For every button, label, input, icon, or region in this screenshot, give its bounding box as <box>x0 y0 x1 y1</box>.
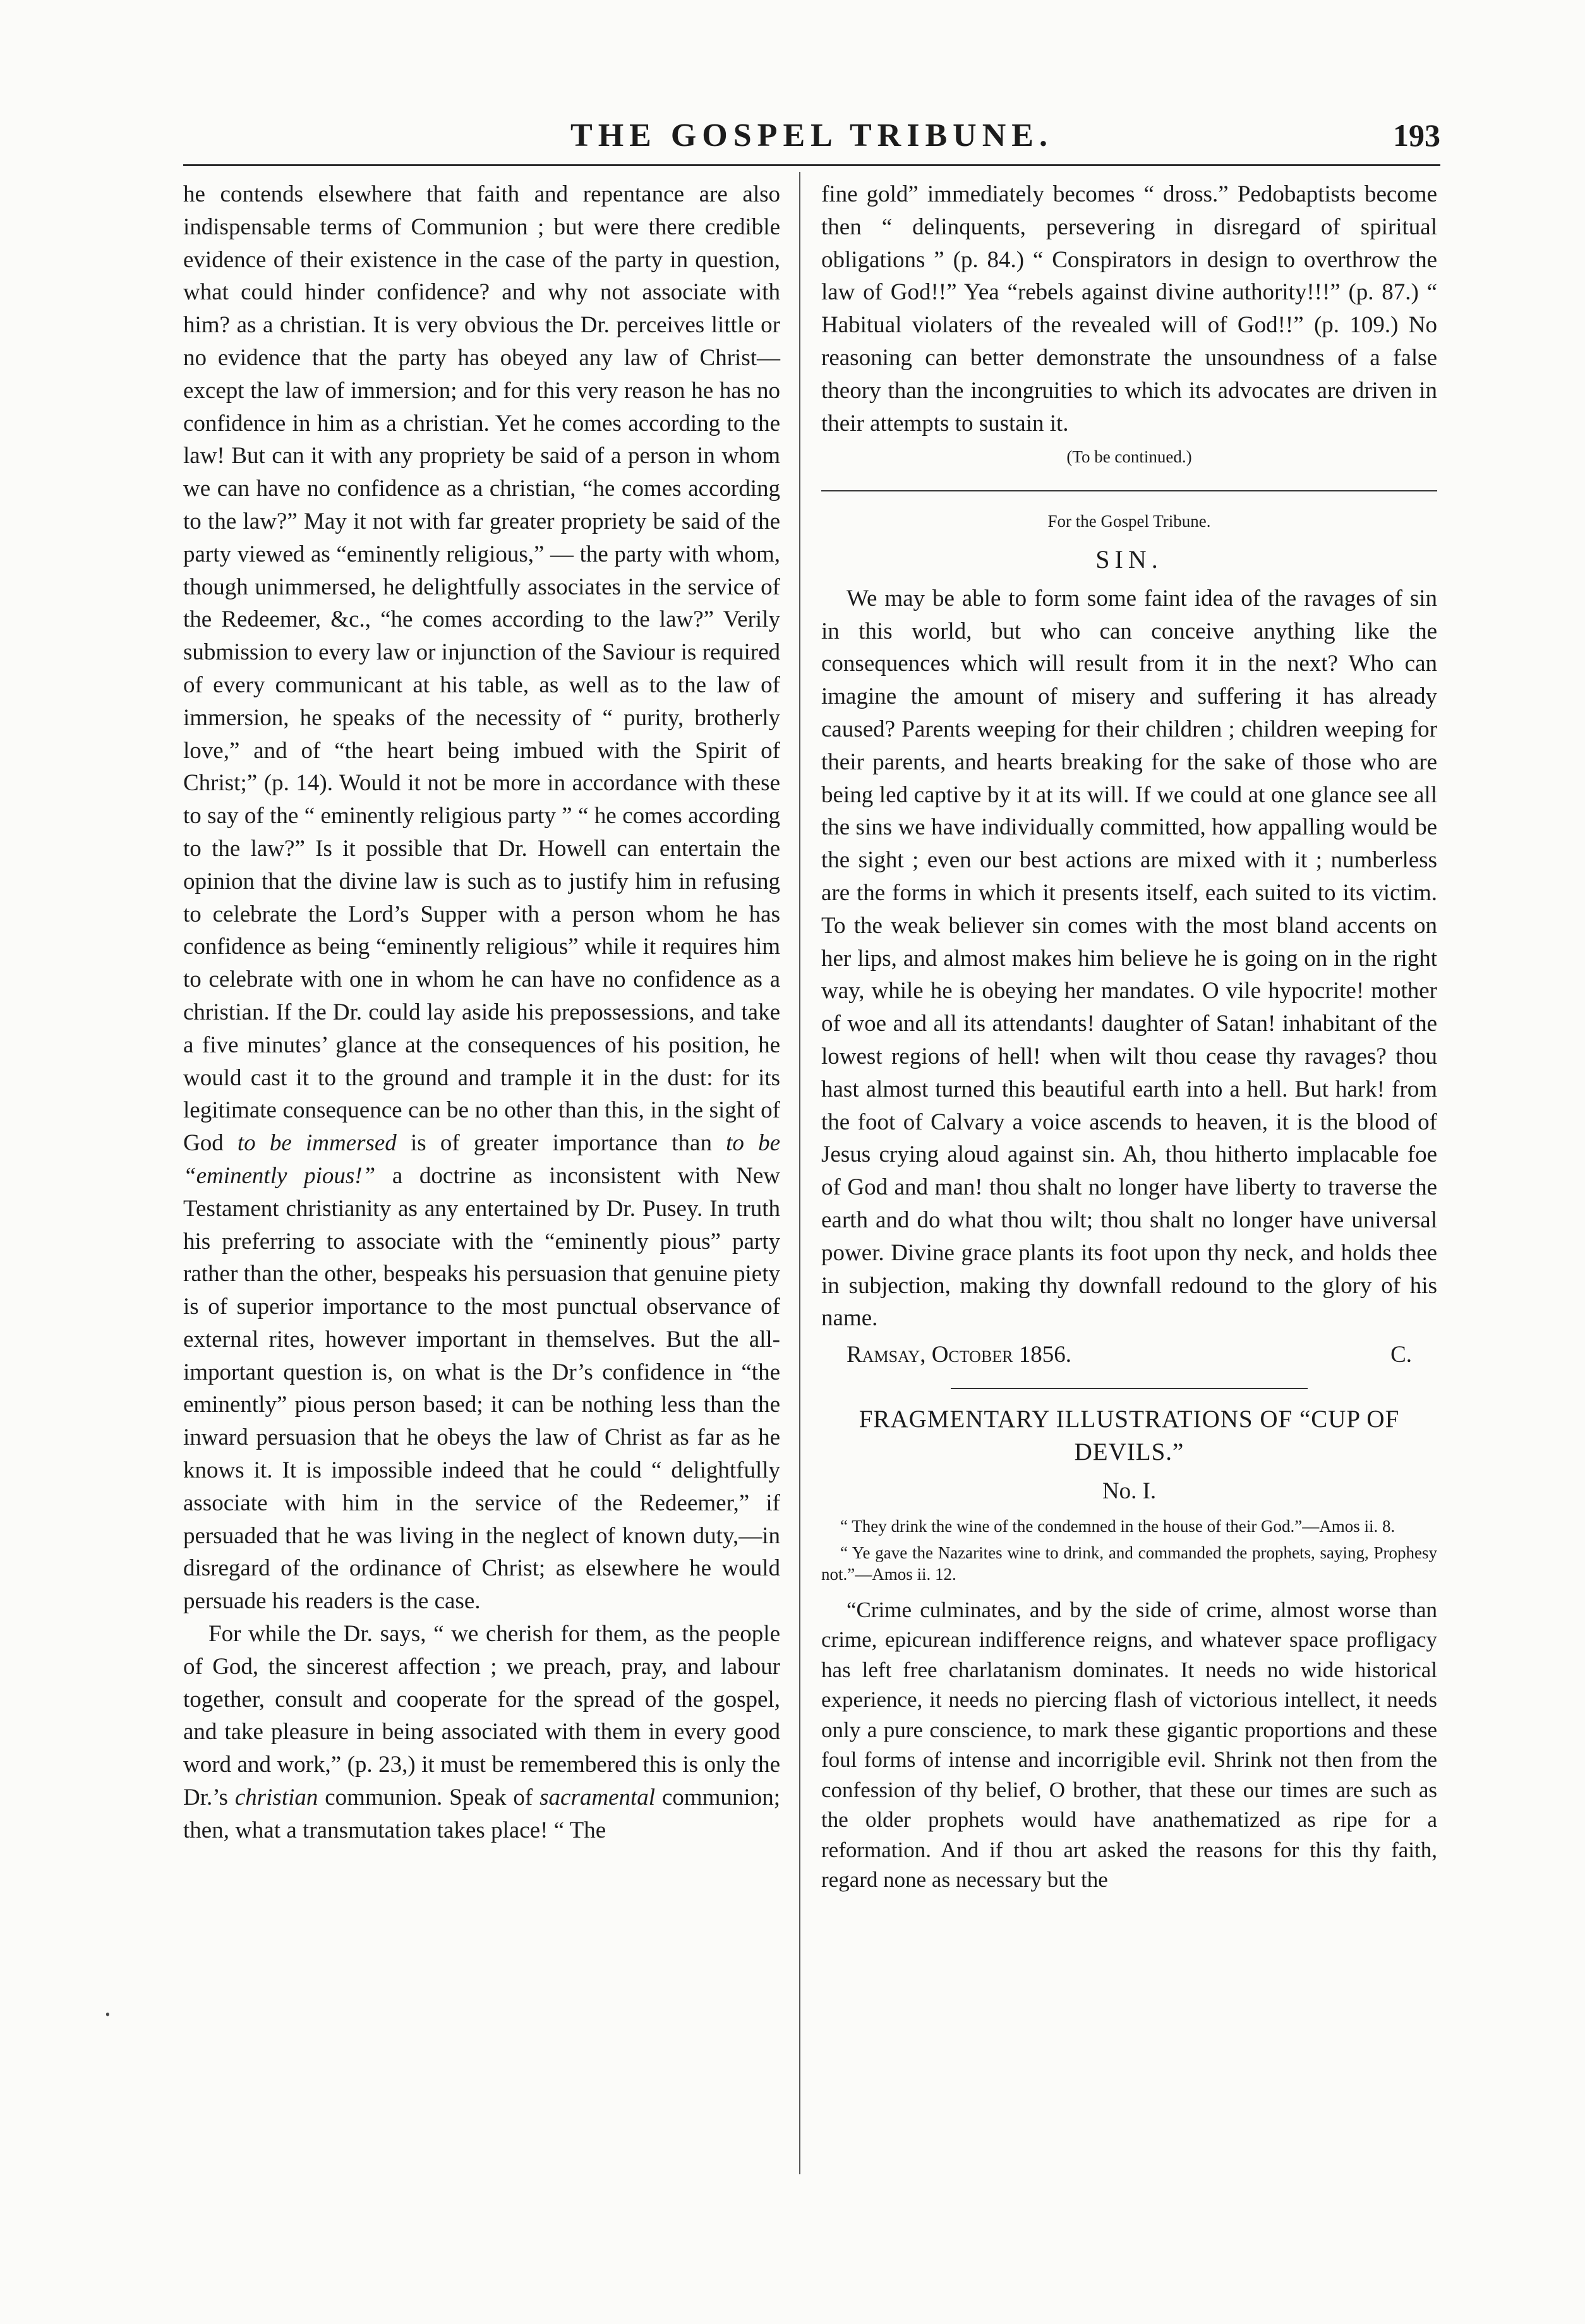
text-run: he contends elsewhere that faith and repentance are also indispensable terms of Communion ; but were there credible evidence of their existence in the case of the party in question, what could hinder confidence? and why not associate with him? as a christian. It is very obvious the Dr. perceives little or no evidence that the party has obeyed any law of Christ—except the law of immersion; and for this very reason he has no confidence in him as a christian. Yet he comes according to the law! But can it with any propriety be said of a person in whom we can have no confidence as a christian, “he comes according to the law?” May it not with far greater propriety be said of the party viewed as “eminently religious,” — the party with whom, though unimmersed, he delightfully associates in the service of the Redeemer, &c., “he comes according to the law?” Verily submission to every law or injunction of the Saviour is required of every communicant at his table, as well as to the law of immersion, he speaks of the necessity of “ purity, brotherly love,” and of “the heart being imbued with the Spirit of Christ;” (p. 14). Would it not be more in accordance with these to say of the “ eminently religious party ” “ he comes according to the law?” Is it possible that Dr. Howell can entertain the opinion that the divine law is such as to justify him in refusing to celebrate the Lord’s Supper with a person whom he has confidence as being “eminently religious” while it requires him to celebrate with one in whom he can have no confidence as a christian. If the Dr. could lay aside his prepossessions, and take a five minutes’ glance at the consequences of his position, he would cast it to the ground and trample it in the dust: for its legitimate consequence can be no other than this, in the sight of God <box>183 181 780 1157</box>
to-be-continued: (To be continued.) <box>1066 447 1192 467</box>
quoted-passage: “Crime culminates, and by the side of crime, almost worse than crime, epicurean indifference reigns, and whatever space profligacy has left free charlatanism dominates. It needs no wide historical experience, it needs no piercing flash of victorious intellect, it needs only a pure conscience, to mark these gigantic proportions and these foul forms of intense and incorrigible evil. Shrink not then from the confession of thy belief, O brother, that these our times are such as the older prophets would have anathematized as ripe for a reformation. And if thou art asked the reasons for this thy faith, regard none as necessary but the <box>821 1597 1437 1893</box>
right-column <box>821 178 1437 1895</box>
article-title: FRAGMENTARY ILLUSTRATIONS OF “CUP OF DEVILS.” <box>859 1405 1400 1466</box>
paragraph <box>183 1618 780 1847</box>
text-run: a doctrine as inconsistent with New Testament christianity as any entertained by Dr. Pusey. In truth his preferring to associate with the “eminently pious” party rather than the other, bespeaks his persuasion that genuine piety is of superior importance to the most punctual observance of external rites, however important in themselves. But the all-important question is, on what is the Dr’s confidence in “the eminently” pious person based; it can be nothing less than the inward persuasion that he obeys the law of Christ as far as he knows it. It is impossible indeed that he could “ delightfully associate with him in the service of the Redeemer,” if persuaded that he was living in the neglect of known duty,—in disregard of the ordinance of Christ; as elsewhere he would persuade his readers is the case. <box>183 1162 781 1615</box>
running-header <box>183 117 1440 161</box>
section-rule <box>951 1388 1308 1389</box>
italic-run: to be “eminently pious!” <box>183 1130 781 1189</box>
epigraph: “ Ye gave the Nazarites wine to drink, and commanded the prophets, saying, Prophesy not.”—Amos ii. 12. <box>821 1543 1437 1584</box>
article-title: SIN. <box>1095 545 1163 574</box>
signature-initial: C. <box>1390 1342 1412 1368</box>
epigraph: “ They drink the wine of the condemned in the house of their God.”—Amos ii. 8. <box>840 1516 1395 1536</box>
italic-run: christian <box>234 1785 318 1811</box>
italic-run: to be immersed <box>237 1130 397 1157</box>
text-run: is of greater importance than <box>410 1130 712 1157</box>
section-rule <box>821 490 1437 491</box>
journal-title: THE GOSPEL TRIBUNE. <box>570 117 1053 154</box>
page-number: 193 <box>1393 117 1440 153</box>
margin-specks: ⸱ <box>104 2001 111 2029</box>
text-run: communion; then, what a transmutation takes place! “ The <box>183 1785 780 1843</box>
signature-place-date: Ramsay, October 1856. <box>847 1342 1072 1368</box>
left-column <box>183 178 780 1847</box>
article-number: No. I. <box>1102 1478 1157 1504</box>
article-body: We may be able to form some faint idea of the ravages of sin in this world, but who can conceive anything like the consequences which will result from it in the next? Who can imagine the amount of misery and suffering it has already caused? Parents weeping for their children ; children weeping for their parents, and hearts breaking for the sake of those who are being led captive by it at its will. If we could at one glance see all the sins we have individually committed, how appalling would be the sight ; even our best actions are mixed with it ; numberless are the forms in which it presents itself, each suited to its victim. To the weak believer sin comes with the most bland accents on her lips, and almost makes him believe he is going on in the right way, while he is obeying her mandates. O vile hypocrite! mother of woe and all its attendants! daughter of Satan! inhabitant of the lowest regions of hell! when wilt thou cease thy ravages? thou hast almost turned this beautiful earth into a hell. But hark! from the foot of Calvary a voice ascends to heaven, it is the blood of Jesus crying aloud against sin. Ah, thou hitherto implacable foe of God and man! thou shalt no longer have liberty to traverse the earth and do what thou wilt; thou shalt no longer have universal power. Divine grace plants its foot upon thy neck, and holds thee in subjection, making thy downfall redound to the glory of his name. <box>821 585 1437 1332</box>
signature-line <box>821 1339 1437 1371</box>
text-run: For while the Dr. says, “ we cherish for them, as the people of God, the sincerest affection ; we preach, pray, and labour together, consult and cooperate for the spread of the gospel, and take pleasure in being associated with them in every good word and work,” (p. 23,) it must be remembered this is only the Dr.’s <box>183 1621 780 1811</box>
byline-source: For the Gospel Tribune. <box>1047 512 1211 531</box>
header-rule <box>183 164 1440 166</box>
italic-run: sacramental <box>539 1785 656 1811</box>
paragraph-continued: fine gold” immediately becomes “ dross.” Pedobaptists become then “ delinquents, persevering in disregard of spiritual obligations ” (p. 84.) “ Conspirators in design to overthrow the law of God!!” Yea “rebels against divine authority!!!” (p. 87.) “ Habitual violaters of the revealed will of God!!” (p. 109.) No reasoning can better demonstrate the unsoundness of a false theory than the incongruities to which its advocates are driven in their attempts to sustain it. <box>821 181 1437 437</box>
paragraph-continued <box>183 178 780 1618</box>
column-divider <box>799 172 800 2174</box>
text-run: communion. Speak of <box>325 1785 533 1811</box>
